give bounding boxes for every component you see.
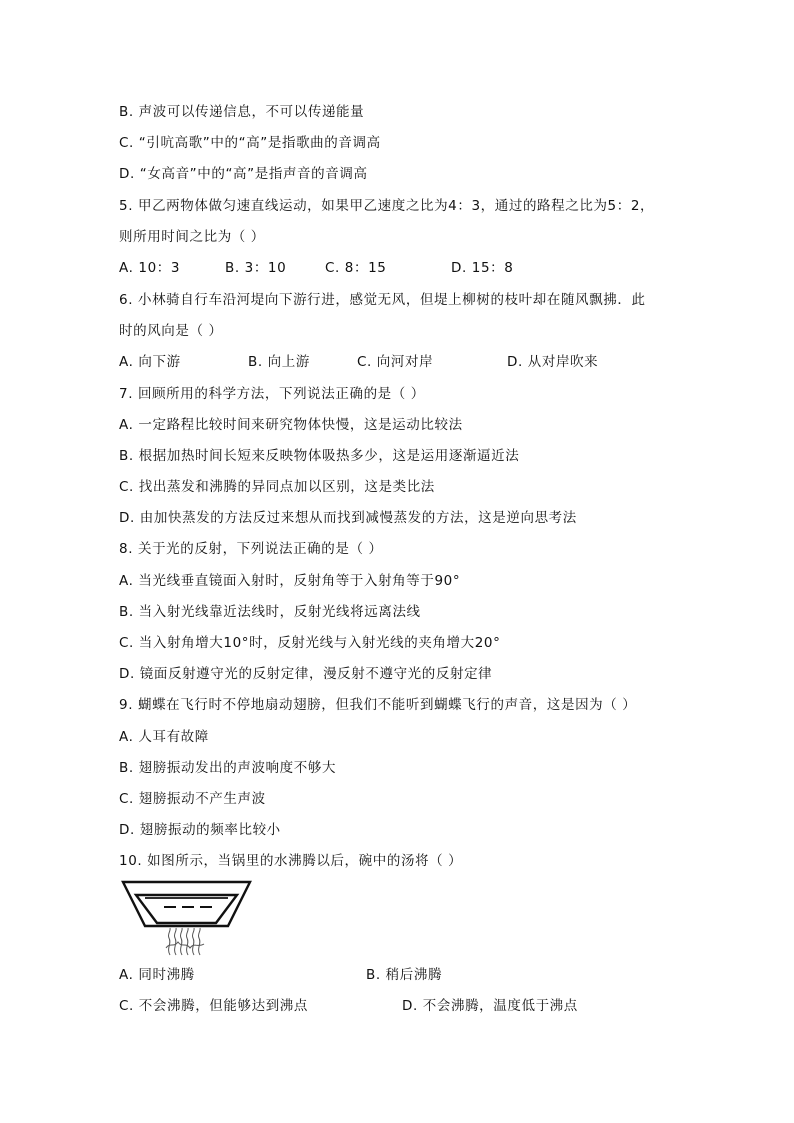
q6-option-b: B. 向上游 <box>248 354 310 370</box>
q8-option-d: D. 镜面反射遵守光的反射定律，漫反射不遵守光的反射定律 <box>119 666 493 682</box>
q8-stem: 8. 关于光的反射，下列说法正确的是（ ） <box>119 541 383 557</box>
q6-stem-line2: 时的风向是（ ） <box>119 323 223 339</box>
q9-option-a: A. 人耳有故障 <box>119 729 209 745</box>
q4-option-d: D. “女高音”中的“高”是指声音的音调高 <box>119 166 368 182</box>
q10-option-d: D. 不会沸腾，温度低于沸点 <box>402 998 578 1014</box>
flame-icon <box>166 928 204 955</box>
pot-bowl-figure <box>120 878 254 956</box>
q5-option-a: A. 10：3 <box>119 260 181 276</box>
q10-option-c: C. 不会沸腾，但能够达到沸点 <box>119 998 309 1014</box>
q5-stem-line1: 5. 甲乙两物体做匀速直线运动，如果甲乙速度之比为4：3，通过的路程之比为5：2， <box>119 198 655 214</box>
q6-stem-line1: 6. 小林骑自行车沿河堤向下游行进，感觉无风，但堤上柳树的枝叶却在随风飘拂．此 <box>119 292 646 308</box>
q8-option-b: B. 当入射光线靠近法线时，反射光线将远离法线 <box>119 604 421 620</box>
q4-option-c: C. “引吭高歌”中的“高”是指歌曲的音调高 <box>119 135 381 151</box>
q10-stem: 10. 如图所示，当锅里的水沸腾以后，碗中的汤将（ ） <box>119 853 463 869</box>
q8-option-c: C. 当入射角增大10°时，反射光线与入射光线的夹角增大20° <box>119 635 501 651</box>
q9-stem: 9. 蝴蝶在飞行时不停地扇动翅膀，但我们不能听到蝴蝶飞行的声音，这是因为（ ） <box>119 697 637 713</box>
q7-stem: 7. 回顾所用的科学方法，下列说法正确的是（ ） <box>119 386 425 402</box>
q5-option-b: B. 3：10 <box>225 260 287 276</box>
q9-option-d: D. 翅膀振动的频率比较小 <box>119 822 281 838</box>
q9-option-b: B. 翅膀振动发出的声波响度不够大 <box>119 760 337 776</box>
q7-option-c: C. 找出蒸发和沸腾的异同点加以区别，这是类比法 <box>119 479 435 495</box>
q5-stem-line2: 则所用时间之比为（ ） <box>119 229 265 245</box>
bowl-outline <box>136 895 237 923</box>
q6-option-a: A. 向下游 <box>119 354 181 370</box>
q5-option-d: D. 15：8 <box>451 260 514 276</box>
q7-option-b: B. 根据加热时间长短来反映物体吸热多少，这是运用逐渐逼近法 <box>119 448 520 464</box>
q5-option-c: C. 8：15 <box>325 260 387 276</box>
q6-option-d: D. 从对岸吹来 <box>507 354 599 370</box>
q4-option-b: B. 声波可以传递信息，不可以传递能量 <box>119 104 365 120</box>
q10-option-a: A. 同时沸腾 <box>119 967 195 983</box>
q9-option-c: C. 翅膀振动不产生声波 <box>119 791 266 807</box>
q6-option-c: C. 向河对岸 <box>357 354 434 370</box>
q10-option-b: B. 稍后沸腾 <box>366 967 443 983</box>
q7-option-d: D. 由加快蒸发的方法反过来想从而找到减慢蒸发的方法，这是逆向思考法 <box>119 510 577 526</box>
q8-option-a: A. 当光线垂直镜面入射时，反射角等于入射角等于90° <box>119 573 461 589</box>
q7-option-a: A. 一定路程比较时间来研究物体快慢，这是运动比较法 <box>119 417 463 433</box>
